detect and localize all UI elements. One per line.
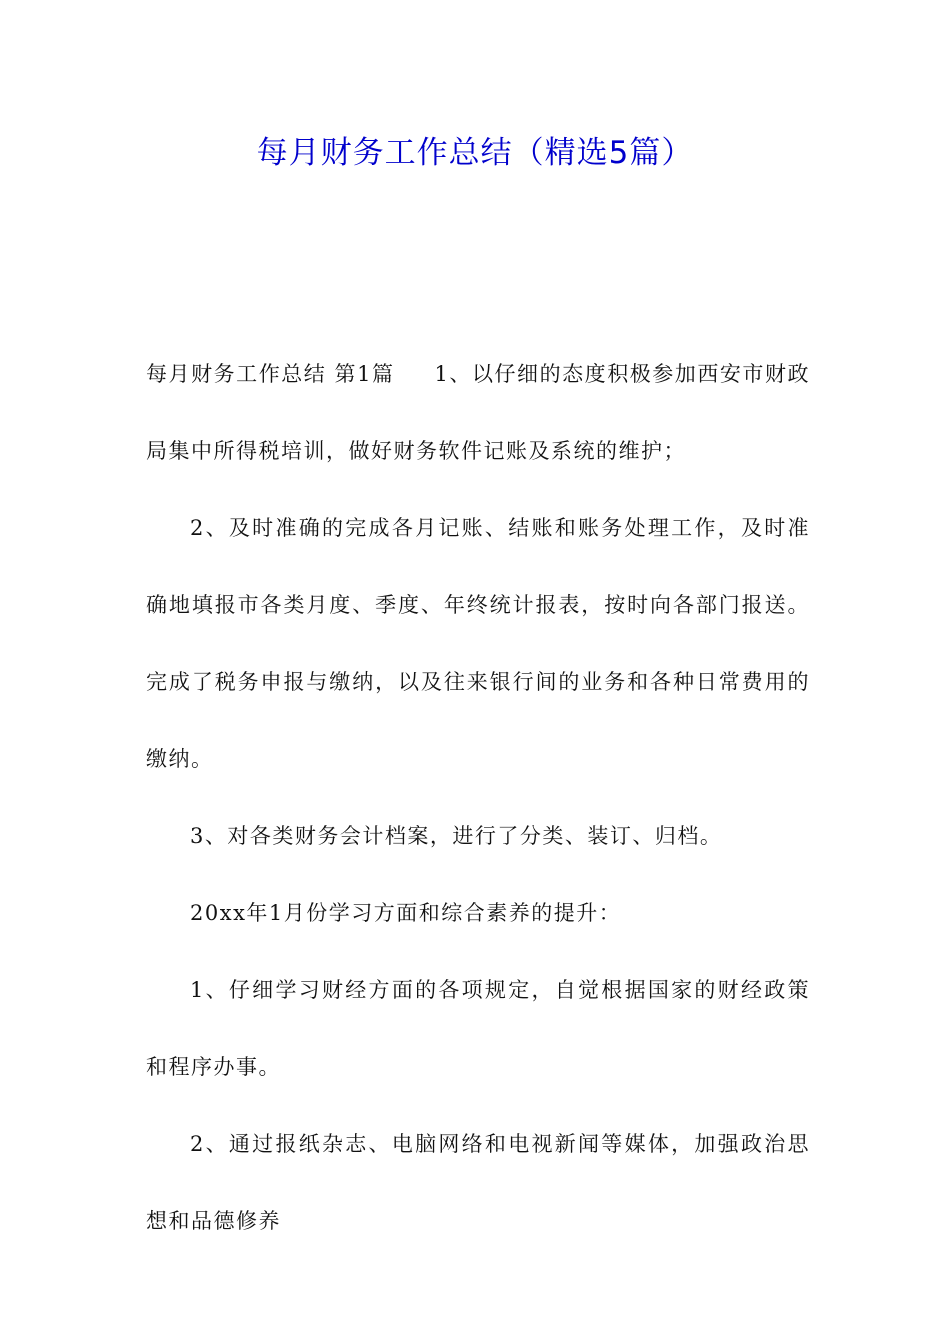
paragraph-6: 2、通过报纸杂志、电脑网络和电视新闻等媒体，加强政治思想和品德修养 (146, 1132, 810, 1233)
paragraph-3: 3、对各类财务会计档案，进行了分类、装订、归档。 (190, 824, 723, 848)
document-title: 每月财务工作总结（精选5篇） (256, 135, 694, 171)
document-body (146, 336, 810, 1260)
paragraph-1-text: 1、以仔细的态度积极参加西安市财政局集中所得税培训，做好财务软件记账及系统的维护； (146, 362, 810, 463)
paragraph-5: 1、仔细学习财经方面的各项规定，自觉根据国家的财经政策和程序办事。 (146, 978, 810, 1079)
paragraph-1 (146, 336, 810, 490)
paragraph-4: 20xx年1月份学习方面和综合素养的提升： (190, 901, 622, 925)
paragraph-2: 2、及时准确的完成各月记账、结账和账务处理工作，及时准确地填报市各类月度、季度、年终统计报表，按时向各部门报送。完成了税务申报与缴纳，以及往来银行间的业务和各种日常费用的缴纳。 (146, 516, 810, 771)
section-heading: 每月财务工作总结 第1篇 (146, 362, 395, 386)
